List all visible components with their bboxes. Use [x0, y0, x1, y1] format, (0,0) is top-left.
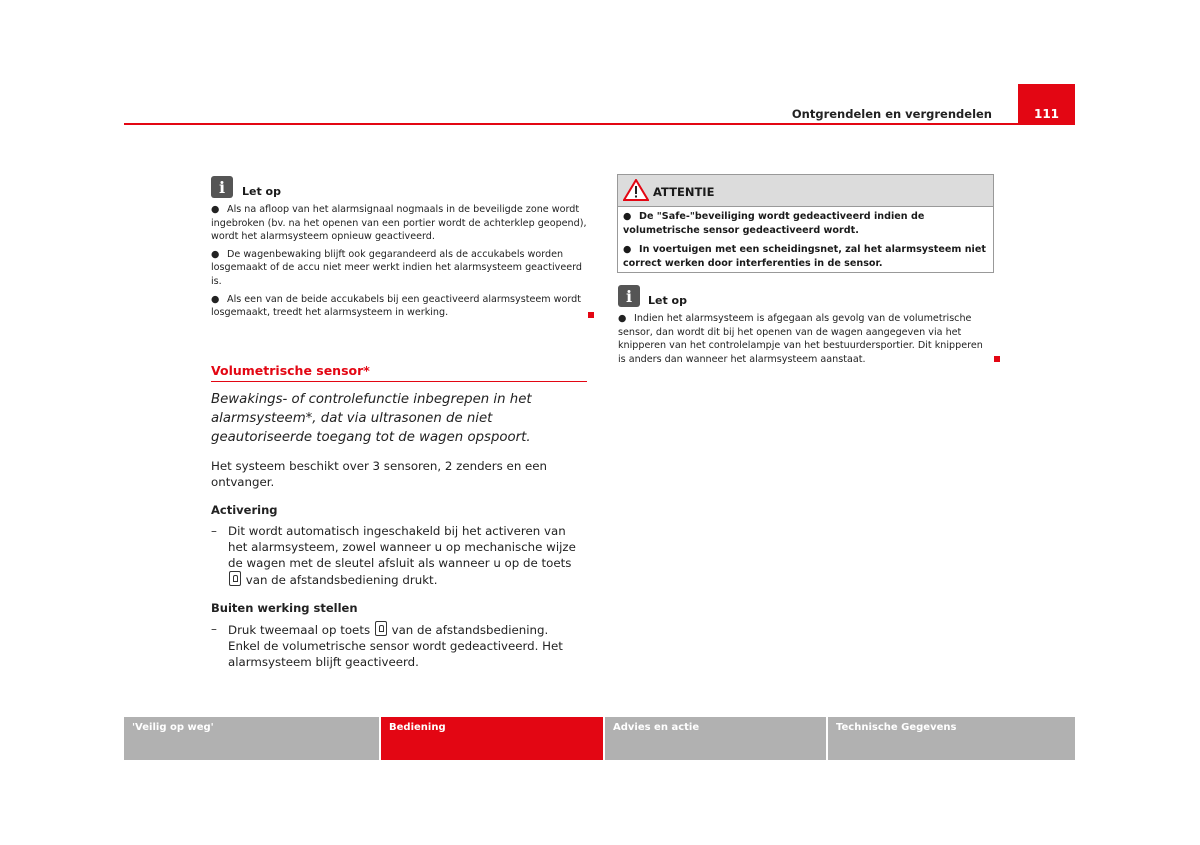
page-header-title: Ontgrendelen en vergrendelen	[791, 107, 992, 121]
section-intro: Bewakings- of controlefunctie inbegrepen in het alarmsysteem*, dat via ultrasonen de niet geautoriseerde toegang tot de wagen opspoort.	[211, 392, 532, 445]
note-item: ● Als na afloop van het alarmsignaal nogmaals in de beveiligde zone wordt ingebroken (bv. na het openen van een portier wordt de achterklep geopend), wordt het alarmsysteem opnieuw geactiveerd.	[211, 204, 587, 243]
list-item: – Druk tweemaal op toets van de afstandsbediening. Enkel de volumetrische sensor wordt gedeactiveerd. Het alarmsysteem blijft geactiveerd.	[211, 622, 563, 669]
note-title: Let op	[242, 185, 281, 198]
list-item: – Dit wordt automatisch ingeschakeld bij het activeren van het alarmsysteem, zowel wanneer u op mechanische wijze de wagen met de sleutel afsluit als wanneer u op de toets van de afstandsbediening drukt.	[211, 524, 576, 587]
page-number: 111	[1033, 107, 1060, 121]
subheading-activering: Activering	[211, 503, 278, 517]
warning-box	[617, 174, 994, 273]
section-body: Het systeem beschikt over 3 sensoren, 2 zenders en een ontvanger.	[211, 459, 548, 489]
note-list	[618, 312, 990, 370]
note-item: ● Indien het alarmsysteem is afgegaan als gevolg van de volumetrische sensor, dan wordt dit bij het openen van de wagen aangegeven via het knipperen van het controlelampje van het bestuurdersportier. Dit knipperen is anders dan wanneer het alarmsysteem aanstaat.	[618, 313, 983, 365]
section-rule	[211, 381, 587, 382]
note-item: ● De wagenbewaking blijft ook gegarandeerd als de accukabels worden losgemaakt of de accu niet meer werkt indien het alarmsysteem geactiveerd is.	[211, 248, 582, 287]
warning-icon	[623, 179, 649, 201]
tab-technische-gegevens[interactable]: Technische Gegevens	[828, 717, 1075, 760]
warning-item: ● In voertuigen met een scheidingsnet, zal het alarmsysteem niet correct werken door interferenties in de sensor.	[623, 244, 986, 269]
header-rule	[124, 123, 1018, 125]
info-icon: i	[618, 285, 640, 307]
warning-header	[618, 175, 993, 207]
lock-key-icon	[229, 571, 241, 586]
note-title: Let op	[648, 294, 687, 307]
tab-advies-en-actie[interactable]: Advies en actie	[605, 717, 826, 760]
end-marker	[994, 356, 1000, 362]
note-item: ● Als een van de beide accukabels bij een geactiveerd alarmsysteem wordt losgemaakt, treedt het alarmsysteem in werking.	[211, 293, 582, 319]
page-number-box	[1018, 84, 1075, 125]
warning-list	[623, 210, 987, 276]
note-list	[211, 203, 589, 324]
warning-item: ● De "Safe-"beveiliging wordt gedeactiveerd indien de volumetrische sensor gedeactiveerd wordt.	[623, 211, 925, 236]
info-icon: i	[211, 176, 233, 198]
section-heading: Volumetrische sensor*	[211, 363, 370, 378]
end-marker	[588, 312, 594, 318]
tab-veilig-op-weg[interactable]: 'Veilig op weg'	[124, 717, 379, 760]
subheading-buiten-werking: Buiten werking stellen	[211, 601, 358, 615]
warning-title: ATTENTIE	[653, 185, 715, 199]
lock-key-icon	[375, 621, 387, 636]
tab-bediening[interactable]: Bediening	[381, 717, 603, 760]
